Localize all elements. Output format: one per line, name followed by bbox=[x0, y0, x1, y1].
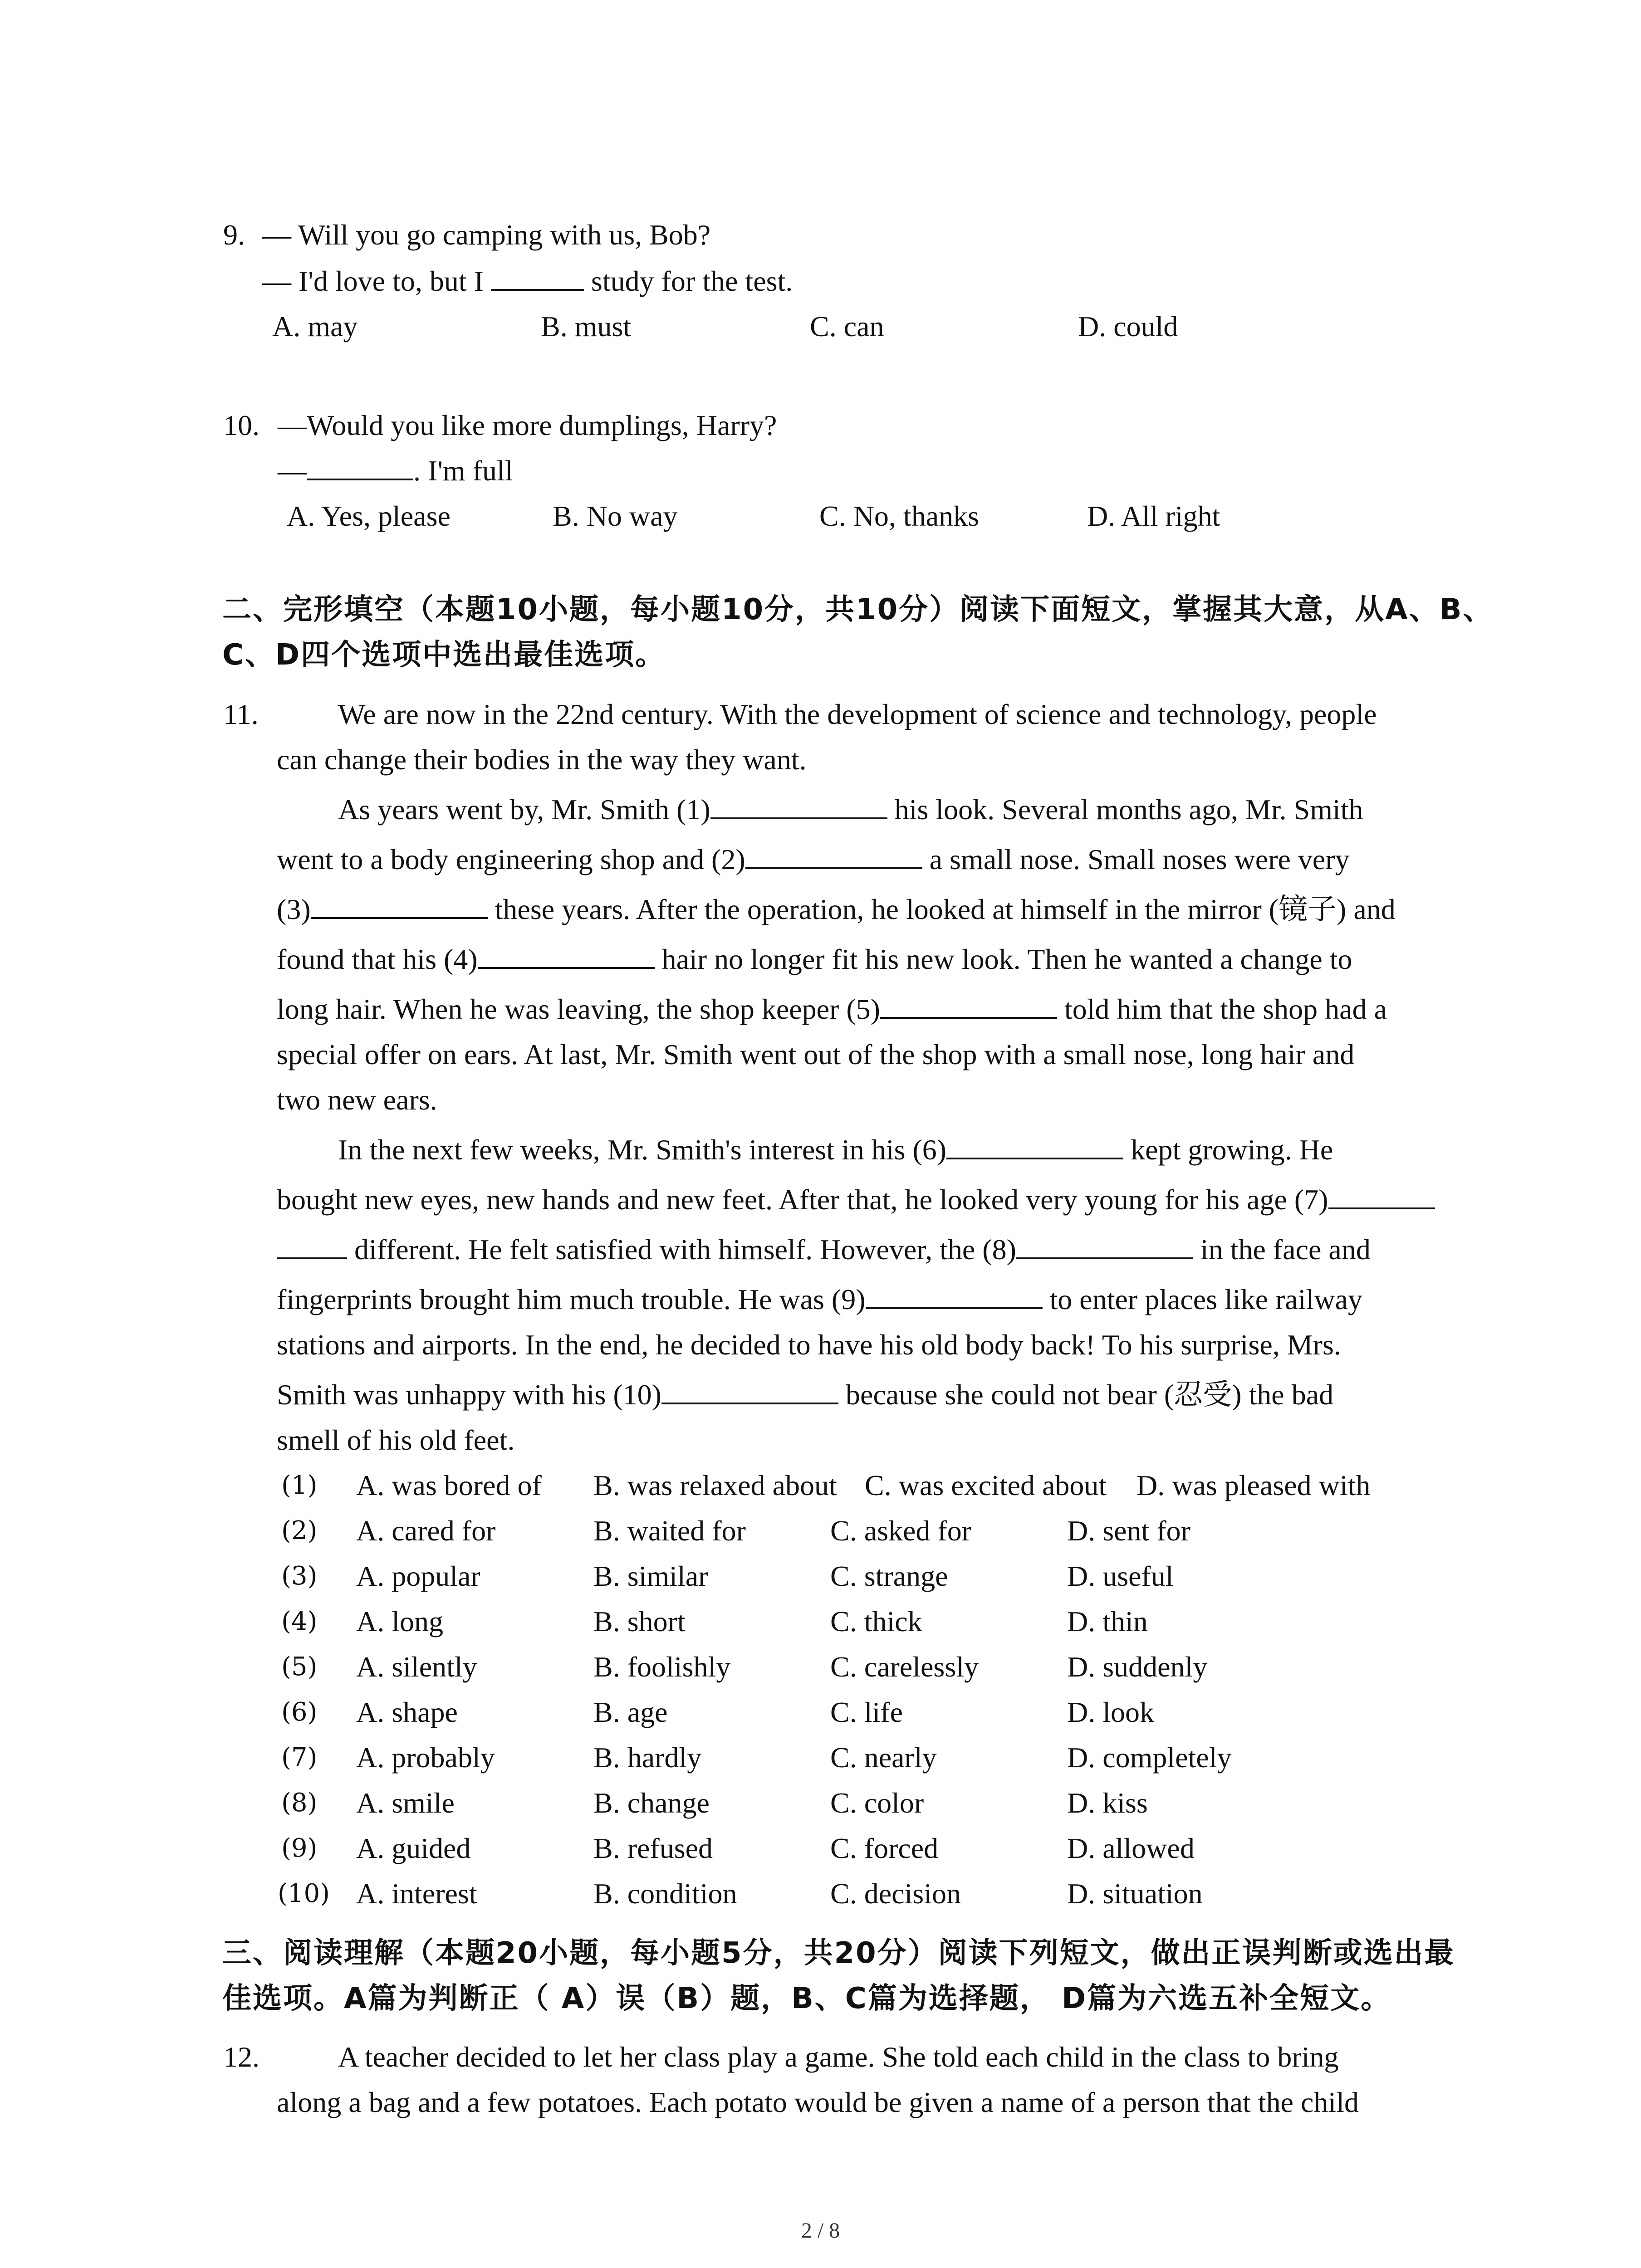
choice-c: C. asked for bbox=[830, 1515, 972, 1547]
choice-b: B. was relaxed about bbox=[593, 1469, 837, 1501]
passage-text: different. He felt satisfied with himself. However, the (8) bbox=[347, 1233, 1016, 1266]
section-heading: 佳选项。A篇为判断正（ A）误（B）题，B、C篇为选择题， D篇为六选五补全短文。 bbox=[222, 1982, 1391, 2015]
page-number: 2 / 8 bbox=[801, 2219, 840, 2243]
choice-c: C. color bbox=[830, 1787, 924, 1819]
option: A. may bbox=[272, 310, 358, 342]
answer-blank-5 bbox=[880, 992, 1057, 1019]
choice-d: D. sent for bbox=[1067, 1515, 1190, 1547]
choice-d: D. completely bbox=[1067, 1741, 1232, 1774]
choice-a: A. silently bbox=[356, 1651, 477, 1683]
passage-text: hair no longer fit his new look. Then he wanted a change to bbox=[654, 943, 1352, 975]
choice-c: C. thick bbox=[830, 1605, 922, 1637]
choice-d: D. was pleased with bbox=[1136, 1469, 1371, 1501]
choice-d: D. allowed bbox=[1067, 1832, 1195, 1864]
choice-number: (10) bbox=[278, 1879, 330, 1908]
option: D. could bbox=[1078, 310, 1178, 342]
passage-line: stations and airports. In the end, he decided to have his old body back! To his surprise, Mrs. bbox=[277, 1329, 1341, 1361]
passage-text: fingerprints brought him much trouble. He was (9) bbox=[277, 1283, 866, 1315]
passage-text: bought new eyes, new hands and new feet. After that, he looked very young for his age (7) bbox=[277, 1183, 1328, 1216]
answer-blank bbox=[307, 453, 413, 480]
passage-line: smell of his old feet. bbox=[277, 1424, 515, 1456]
answer-blank bbox=[491, 264, 584, 291]
passage-line: A teacher decided to let her class play a game. She told each child in the class to bring bbox=[338, 2041, 1339, 2073]
option: D. All right bbox=[1087, 500, 1220, 532]
passage-text: to enter places like railway bbox=[1042, 1283, 1362, 1315]
answer-blank-2 bbox=[745, 842, 922, 869]
answer-blank-10 bbox=[661, 1377, 838, 1404]
choice-c: C. decision bbox=[830, 1877, 961, 1910]
passage-text: these years. After the operation, he looked at himself in the mirror (镜子) and bbox=[487, 893, 1396, 925]
passage-line: along a bag and a few potatoes. Each potato would be given a name of a person that the child bbox=[277, 2086, 1359, 2118]
choice-d: D. kiss bbox=[1067, 1787, 1148, 1819]
choice-number: (7) bbox=[281, 1743, 318, 1772]
dialogue-text: — I'd love to, but I bbox=[262, 265, 491, 297]
passage-text: a small nose. Small noses were very bbox=[922, 843, 1350, 875]
choice-a: A. probably bbox=[356, 1741, 495, 1774]
choice-c: C. life bbox=[830, 1696, 903, 1728]
passage-text: long hair. When he was leaving, the shop keeper (5) bbox=[277, 993, 880, 1025]
passage-line bbox=[277, 841, 1350, 878]
choice-number: (4) bbox=[281, 1607, 318, 1636]
answer-blank-3 bbox=[311, 892, 488, 919]
choice-c: C. nearly bbox=[830, 1741, 937, 1774]
choice-number: (2) bbox=[281, 1516, 318, 1545]
option: B. must bbox=[541, 310, 632, 342]
section-heading: 二、完形填空（本题10小题，每小题10分，共10分）阅读下面短文，掌握其大意，从A、B、 bbox=[222, 593, 1494, 626]
choice-d: D. useful bbox=[1067, 1560, 1174, 1592]
answer-blank-7 bbox=[1328, 1182, 1435, 1209]
choice-b: B. short bbox=[593, 1605, 686, 1637]
passage-line: special offer on ears. At last, Mr. Smith went out of the shop with a small nose, long hair and bbox=[277, 1038, 1355, 1070]
choice-a: A. was bored of bbox=[356, 1469, 542, 1501]
choice-a: A. smile bbox=[356, 1787, 455, 1819]
choice-c: C. forced bbox=[830, 1832, 939, 1864]
option: C. can bbox=[810, 310, 884, 342]
dialogue-line: —Would you like more dumplings, Harry? bbox=[278, 409, 777, 441]
choice-b: B. refused bbox=[593, 1832, 713, 1864]
question-number: 10. bbox=[223, 409, 260, 441]
choice-d: D. thin bbox=[1067, 1605, 1148, 1637]
choice-number: (8) bbox=[281, 1788, 318, 1818]
question-number: 12. bbox=[223, 2041, 260, 2073]
choice-c: C. carelessly bbox=[830, 1651, 979, 1683]
choice-b: B. waited for bbox=[593, 1515, 746, 1547]
section-heading: 三、阅读理解（本题20小题，每小题5分，共20分）阅读下列短文，做出正误判断或选出最 bbox=[222, 1936, 1455, 1970]
choice-b: B. hardly bbox=[593, 1741, 702, 1774]
choice-b: B. similar bbox=[593, 1560, 708, 1592]
dialogue-text: . I'm full bbox=[413, 455, 513, 487]
dialogue-line: — Will you go camping with us, Bob? bbox=[262, 219, 711, 251]
question-number: 11. bbox=[223, 698, 259, 730]
dialogue-line bbox=[278, 453, 513, 489]
passage-line bbox=[277, 1232, 1371, 1268]
passage-line: two new ears. bbox=[277, 1084, 437, 1116]
dialogue-text: — bbox=[278, 455, 307, 487]
choice-d: D. situation bbox=[1067, 1877, 1203, 1910]
answer-blank-1 bbox=[710, 792, 887, 819]
choice-a: A. long bbox=[356, 1605, 443, 1637]
passage-line bbox=[277, 1182, 1435, 1218]
passage-line bbox=[277, 891, 1396, 928]
choice-a: A. guided bbox=[356, 1832, 471, 1864]
answer-blank-8 bbox=[1016, 1232, 1193, 1259]
passage-line bbox=[277, 1281, 1362, 1318]
choice-number: (5) bbox=[281, 1652, 318, 1681]
passage-text: kept growing. He bbox=[1123, 1134, 1333, 1166]
choice-b: B. condition bbox=[593, 1877, 737, 1910]
choice-a: A. popular bbox=[356, 1560, 480, 1592]
answer-blank-6 bbox=[946, 1132, 1123, 1159]
passage-line: can change their bodies in the way they want. bbox=[277, 743, 807, 776]
answer-blank-9 bbox=[866, 1282, 1043, 1309]
dialogue-line bbox=[262, 263, 793, 299]
passage-line: We are now in the 22nd century. With the development of science and technology, people bbox=[338, 698, 1377, 730]
passage-text: Smith was unhappy with his (10) bbox=[277, 1378, 661, 1411]
passage-line bbox=[338, 792, 1363, 828]
choice-b: B. change bbox=[593, 1787, 710, 1819]
passage-text: In the next few weeks, Mr. Smith's interest in his (6) bbox=[338, 1134, 947, 1166]
option: C. No, thanks bbox=[819, 500, 979, 532]
choice-b: B. age bbox=[593, 1696, 668, 1728]
passage-text: went to a body engineering shop and (2) bbox=[277, 843, 745, 875]
choice-a: A. interest bbox=[356, 1877, 477, 1910]
choice-d: D. look bbox=[1067, 1696, 1154, 1728]
choice-number: (1) bbox=[281, 1471, 318, 1500]
choice-a: A. shape bbox=[356, 1696, 458, 1728]
passage-text: found that his (4) bbox=[277, 943, 478, 975]
passage-text: (3) bbox=[277, 893, 311, 925]
answer-blank-7-cont bbox=[277, 1232, 347, 1259]
question-number: 9. bbox=[223, 219, 245, 251]
choice-c: C. strange bbox=[830, 1560, 948, 1592]
choice-a: A. cared for bbox=[356, 1515, 496, 1547]
passage-line bbox=[338, 1132, 1333, 1168]
choice-number: (6) bbox=[281, 1697, 318, 1727]
choice-c: C. was excited about bbox=[865, 1469, 1107, 1501]
dialogue-text: study for the test. bbox=[583, 265, 793, 297]
choice-d: D. suddenly bbox=[1067, 1651, 1208, 1683]
choice-number: (9) bbox=[281, 1833, 318, 1863]
option: A. Yes, please bbox=[287, 500, 451, 532]
choice-number: (3) bbox=[281, 1561, 318, 1591]
choice-b: B. foolishly bbox=[593, 1651, 731, 1683]
passage-line bbox=[277, 991, 1387, 1027]
answer-blank-4 bbox=[478, 942, 655, 969]
passage-line bbox=[277, 941, 1352, 978]
option: B. No way bbox=[553, 500, 678, 532]
passage-text: in the face and bbox=[1193, 1233, 1371, 1266]
passage-line bbox=[277, 1377, 1333, 1413]
section-heading: C、D四个选项中选出最佳选项。 bbox=[222, 638, 666, 672]
passage-text: his look. Several months ago, Mr. Smith bbox=[887, 793, 1363, 826]
passage-text: As years went by, Mr. Smith (1) bbox=[338, 793, 710, 826]
passage-text: because she could not bear (忍受) the bad bbox=[838, 1378, 1334, 1411]
passage-text: told him that the shop had a bbox=[1057, 993, 1387, 1025]
